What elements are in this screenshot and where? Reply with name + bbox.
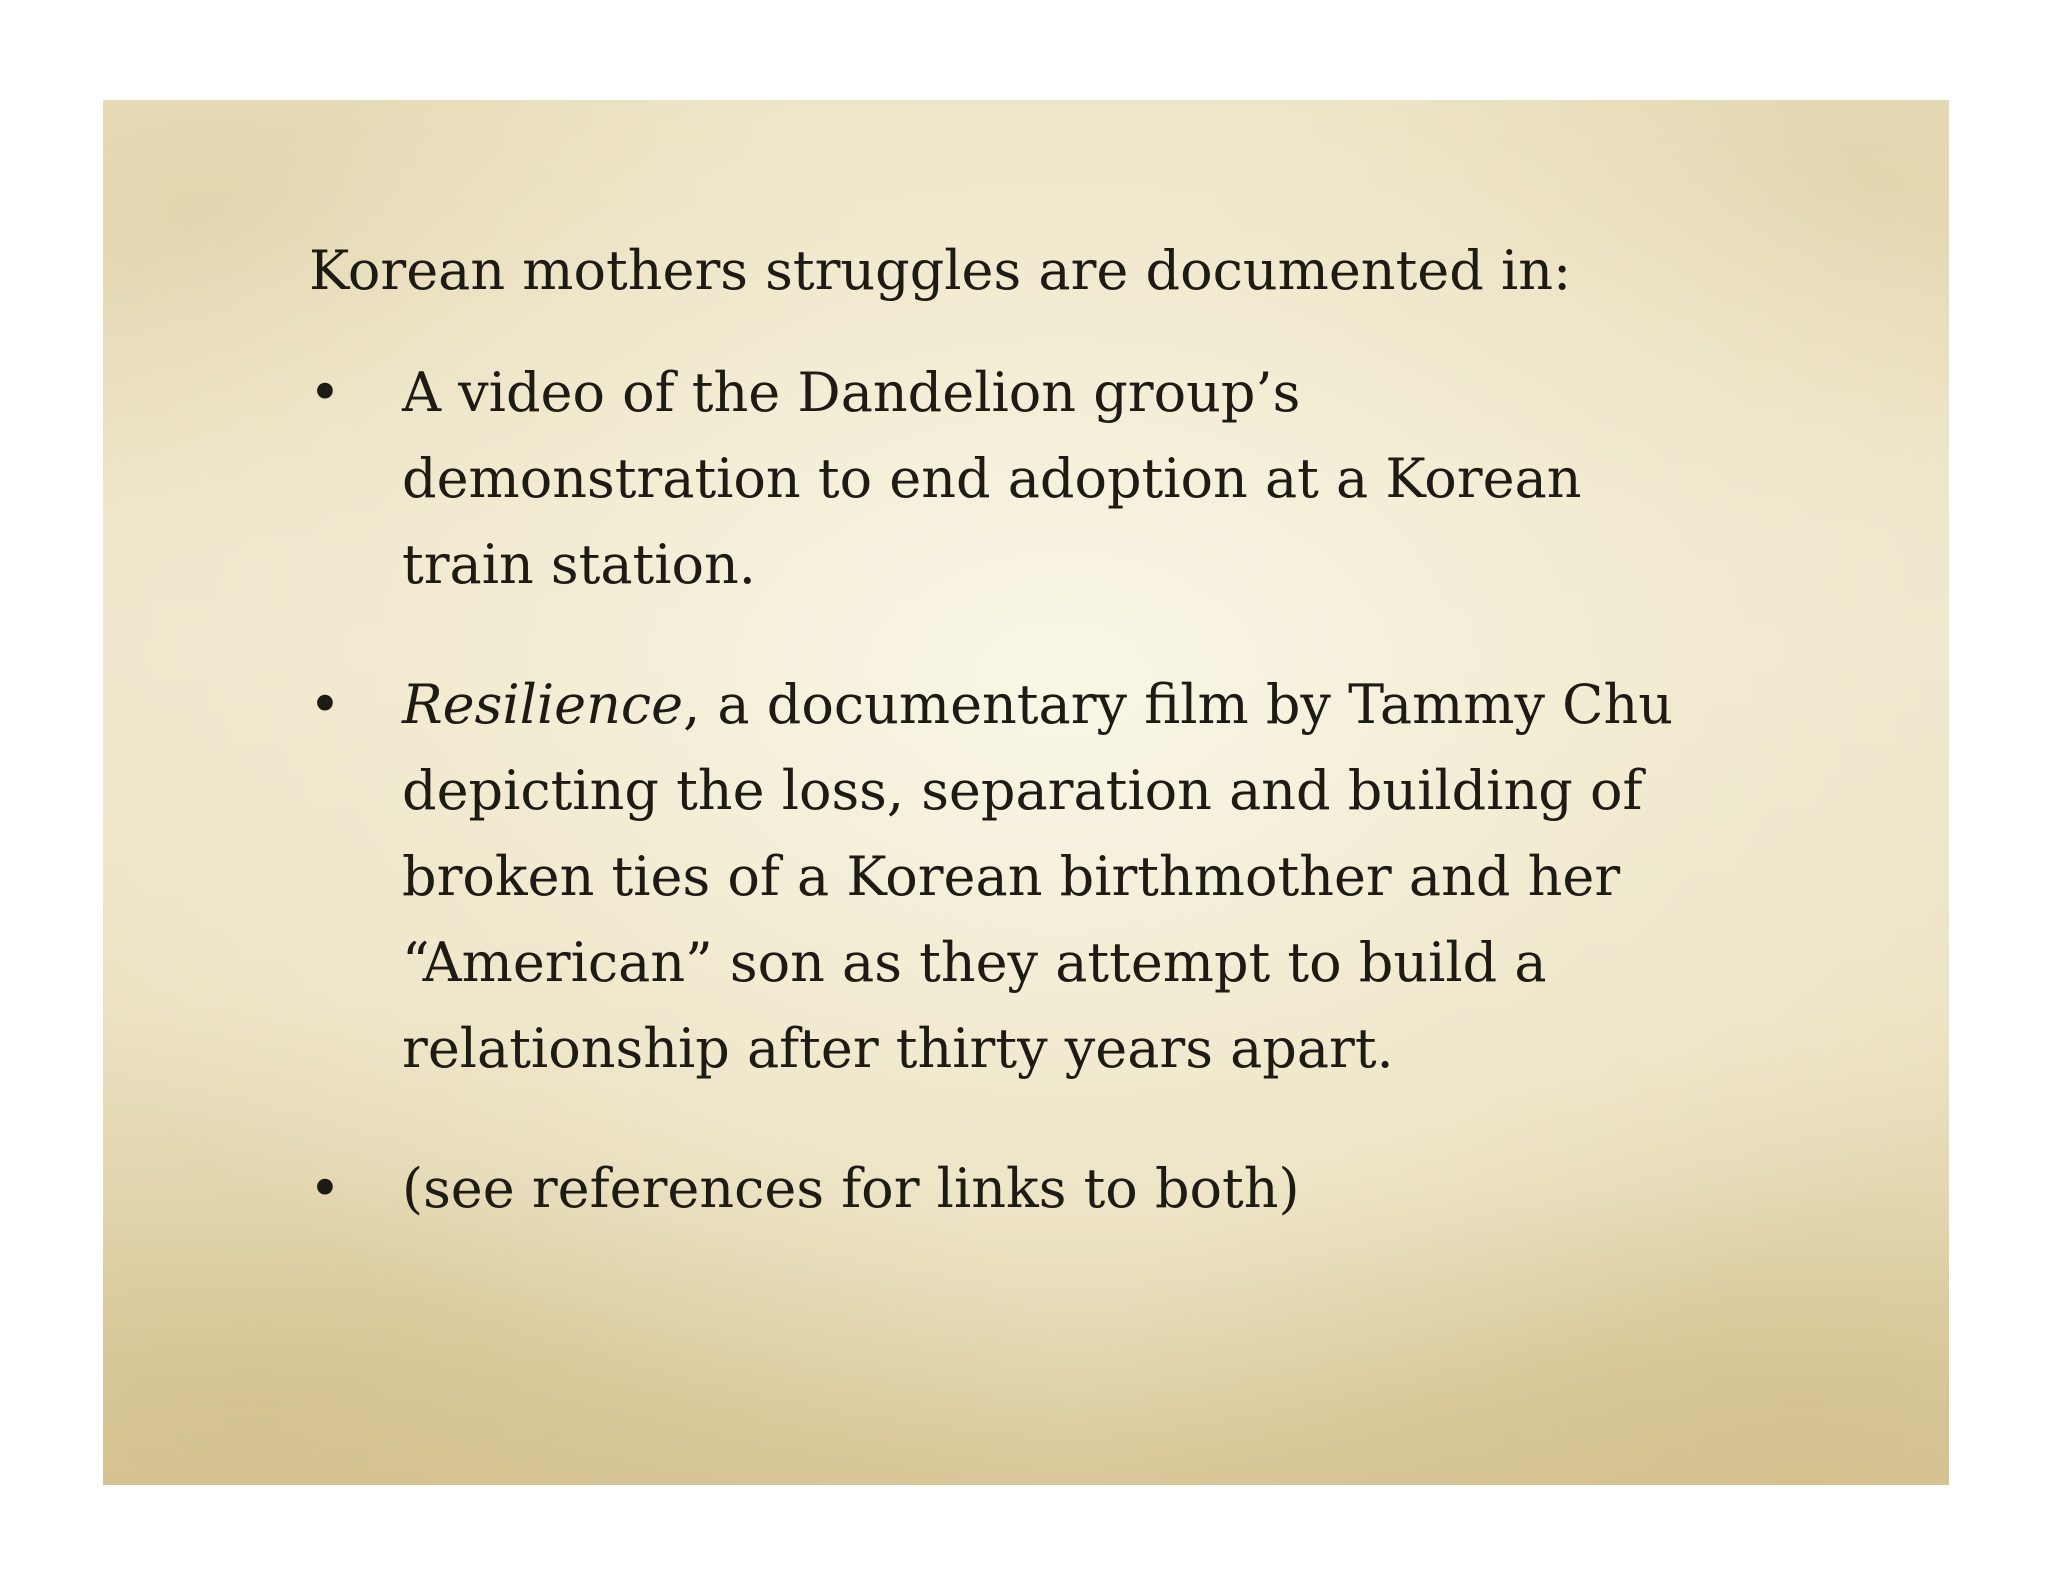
bullet-list (309, 350, 1809, 1232)
bullet-line: relationship after thirty years apart. (402, 1017, 1394, 1080)
bullet-line-rest: , a documentary film by Tammy Chu (683, 673, 1674, 736)
bullet-item-resilience-film (309, 662, 1809, 1092)
bullet-line-with-title (402, 662, 1809, 748)
bullet-line: (see references for links to both) (402, 1157, 1300, 1220)
bullet-icon: • (309, 1157, 341, 1220)
bullet-item-references-note (309, 1146, 1809, 1232)
bullet-line: depicting the loss, separation and building of (402, 759, 1643, 822)
slide-content (309, 228, 1809, 1232)
slide (103, 100, 1949, 1485)
bullet-icon: • (309, 673, 341, 736)
slide-heading: Korean mothers struggles are documented in: (309, 239, 1572, 302)
bullet-line: broken ties of a Korean birthmother and her (402, 845, 1621, 908)
bullet-line: A video of the Dandelion group’s (402, 361, 1301, 424)
bullet-line: train station. (402, 533, 756, 596)
bullet-item-dandelion-video (309, 350, 1809, 608)
film-title: Resilience (402, 673, 684, 736)
bullet-line: demonstration to end adoption at a Korean (402, 447, 1582, 510)
bullet-icon: • (309, 361, 341, 424)
bullet-line: “American” son as they attempt to build a (402, 931, 1547, 994)
